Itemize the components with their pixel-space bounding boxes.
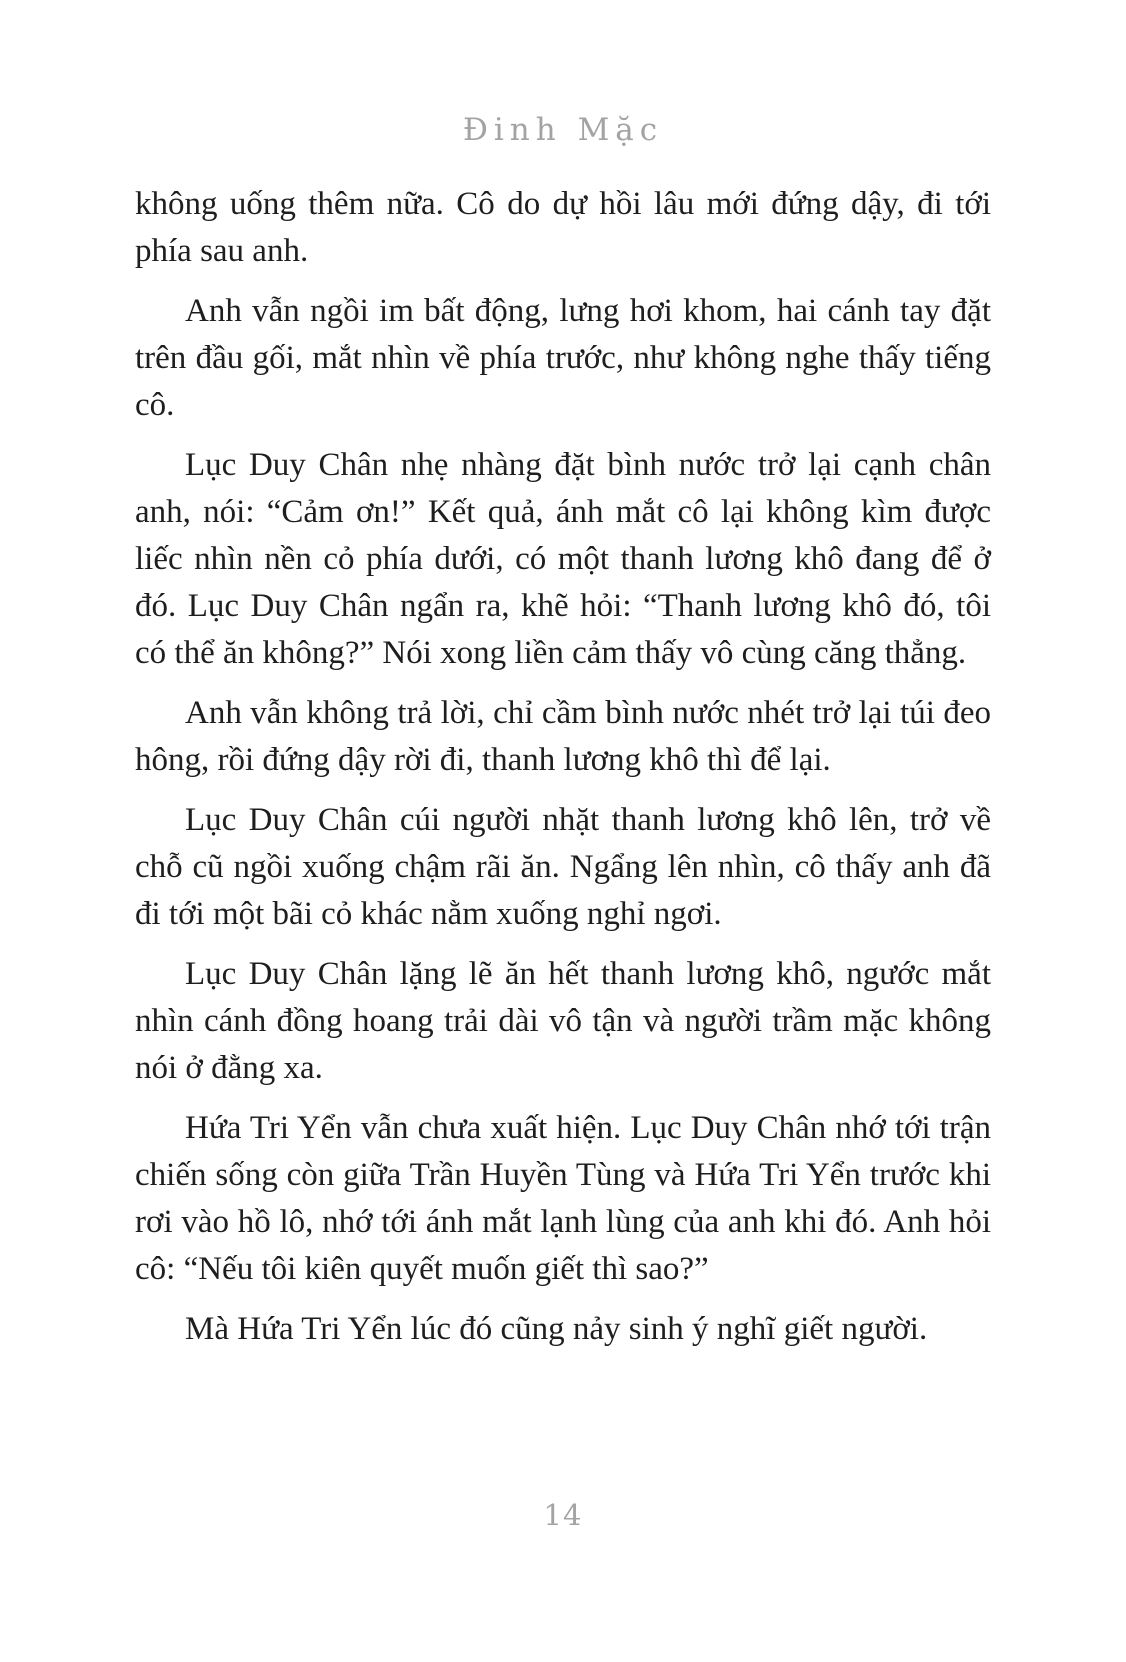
paragraph: Lục Duy Chân nhẹ nhàng đặt bình nước trở lại cạnh chân anh, nói: “Cảm ơn!” Kết quả, ánh mắt cô lại không kìm được liếc nhìn nền cỏ phía dưới, có một thanh lương khô đang để ở đó. Lục Duy Chân ngẩn ra, khẽ hỏi: “Thanh lương khô đó, tôi có thể ăn không?” Nói xong liền cảm thấy vô cùng căng thẳng.	[135, 447, 991, 671]
paragraph: Lục Duy Chân lặng lẽ ăn hết thanh lương khô, ngước mắt nhìn cánh đồng hoang trải dài vô tận và người trầm mặc không nói ở đằng xa.	[135, 956, 991, 1086]
paragraph: Anh vẫn ngồi im bất động, lưng hơi khom, hai cánh tay đặt trên đầu gối, mắt nhìn về phía trước, như không nghe thấy tiếng cô.	[135, 293, 991, 423]
page-number: 14	[543, 1498, 583, 1532]
body-text	[135, 181, 991, 1366]
paragraph: Hứa Tri Yển vẫn chưa xuất hiện. Lục Duy Chân nhớ tới trận chiến sống còn giữa Trần Huyền Tùng và Hứa Tri Yển trước khi rơi vào hồ lô, nhớ tới ánh mắt lạnh lùng của anh khi đó. Anh hỏi cô: “Nếu tôi kiên quyết muốn giết thì sao?”	[135, 1110, 991, 1287]
running-header-author: Đinh Mặc	[462, 112, 664, 148]
paragraph: không uống thêm nữa. Cô do dự hồi lâu mới đứng dậy, đi tới phía sau anh.	[135, 186, 991, 269]
paragraph: Mà Hứa Tri Yển lúc đó cũng nảy sinh ý nghĩ giết người.	[185, 1311, 928, 1347]
paragraph: Lục Duy Chân cúi người nhặt thanh lương khô lên, trở về chỗ cũ ngồi xuống chậm rãi ăn. Ngẩng lên nhìn, cô thấy anh đã đi tới một bãi cỏ khác nằm xuống nghỉ ngơi.	[135, 802, 991, 932]
paragraph: Anh vẫn không trả lời, chỉ cầm bình nước nhét trở lại túi đeo hông, rồi đứng dậy rời đi, thanh lương khô thì để lại.	[135, 695, 991, 778]
